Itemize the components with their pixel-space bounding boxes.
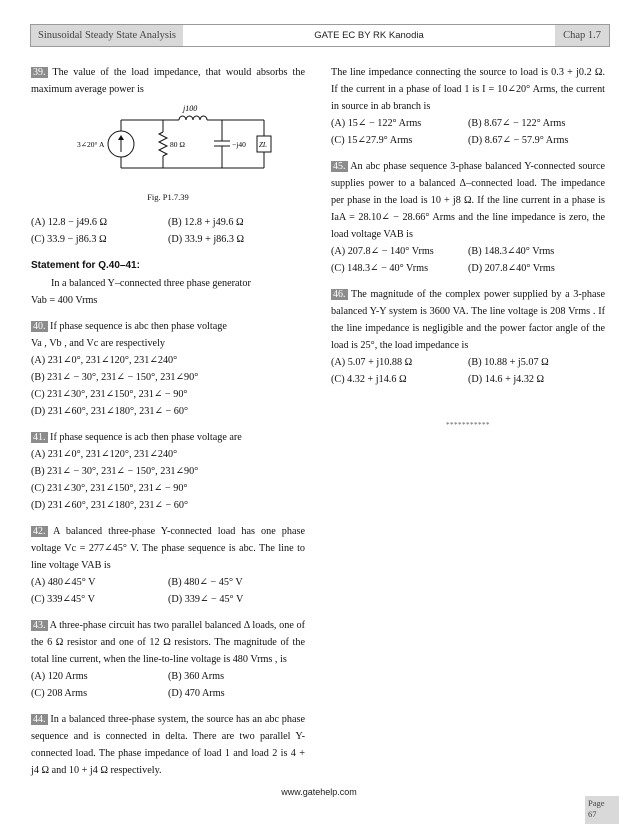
option-a: (A) 207.8∠ − 140° Vrms [331,246,434,257]
inductor-symbol [179,116,207,120]
right-column [331,64,605,429]
question-46: 46. The magnitude of the complex power supplied by a 3-phase balanced Y-Y system is 3600 VA. The line voltage is 208 Vrms . If the line impedance is negligible and the power factor angle of the load is 25°, the load impedance is [331,289,605,351]
option-c: (C) 4.32 + j14.6 Ω [331,374,407,385]
option-c: (C) 33.9 − j86.3 Ω [31,234,107,245]
question-43: 43. A three-phase circuit has two parallel balanced Δ loads, one of the 6 Ω resistor and one of 12 Ω resistors. The magnitude of the total line current, when the line-to-line voltage is 480 Vrms , is [31,620,306,665]
option-c: (C) 231∠30°, 231∠150°, 231∠ − 90° [31,483,188,494]
option-d: (D) 470 Arms [168,688,225,699]
option-c: (C) 231∠30°, 231∠150°, 231∠ − 90° [31,389,188,400]
question-46-options [331,354,605,388]
header-section-title: Sinusoidal Steady State Analysis [31,25,183,46]
question-number: 46. [333,289,346,300]
option-d: (D) 339∠ − 45° V [168,594,244,605]
inductor-label: j100 [183,104,198,113]
option-d: (D) 231∠60°, 231∠180°, 231∠ − 60° [31,406,189,417]
option-d: (D) 14.6 + j4.32 Ω [468,374,545,385]
question-42: 42. A balanced three-phase Y-connected load has one phase voltage Vc = 277∠45° V. The phase sequence is abc. The line to line voltage VAB is [31,526,306,571]
question-39: 39. The value of the load impedance, that would absorbs the maximum average power is [31,67,305,95]
question-42-options [31,574,305,608]
question-number: 43. [33,620,46,631]
statement-title: Statement for Q.40–41: [31,260,140,271]
option-c: (C) 148.3∠ − 40° Vrms [331,263,429,274]
question-number: 41. [33,432,46,443]
option-c: (C) 208 Arms [31,688,88,699]
option-d: (D) 8.67∠ − 57.9° Arms [468,135,569,146]
question-number: 45. [333,161,346,172]
option-b: (B) 12.8 + j49.6 Ω [168,217,244,228]
option-d: (D) 33.9 + j86.3 Ω [168,234,245,245]
source-label: 3∠20° A [77,140,105,149]
question-40-options [31,352,305,420]
header-chapter: Chap 1.7 [555,25,609,46]
resistor-symbol [159,132,167,156]
option-a: (A) 231∠0°, 231∠120°, 231∠240° [31,449,178,460]
resistor-label: 80 Ω [170,140,185,149]
option-b: (B) 10.88 + j5.07 Ω [468,357,549,368]
page-number-box [585,796,619,824]
statement-vab: Vab = 400 Vrms [31,295,98,306]
question-number: 44. [33,714,46,725]
option-c: (C) 15∠27.9° Arms [331,135,413,146]
circuit-figure [31,100,305,188]
question-41-options [31,446,305,514]
question-41: 41. If phase sequence is acb then phase voltage are [33,432,242,443]
question-45-options [331,243,605,277]
question-44-continued: The line impedance connecting the source to load is 0.3 + j0.2 Ω. If the current in a phase of load 1 is I = 10∠20° Arms, the current in source in ab branch is [331,67,605,112]
option-a: (A) 15∠ − 122° Arms [331,118,422,129]
question-number: 40. [33,321,46,332]
page-number: 67 [588,809,597,819]
question-44-options [331,115,605,149]
question-44: 44. In a balanced three-phase system, the source has an abc phase sequence and is connected in delta. There are two parallel Y-connected load. The phase impedance of load 1 and load 2 is 4 + j4 Ω and 10 + j4 Ω respectively. [31,714,305,776]
option-b: (B) 231∠ − 30°, 231∠ − 150°, 231∠90° [31,372,199,383]
option-d: (D) 207.8∠40° Vrms [468,263,555,274]
page-label: Page [588,798,605,808]
option-a: (A) 12.8 − j49.6 Ω [31,217,108,228]
question-45: 45. An abc phase sequence 3-phase balanced Y-connected source supplies power to a balanced Δ–connected load. The impedance per phase in the load is 10 + j8 Ω. If the line current in a phase is IaA = 28.10∠ − 28.66° Arms and the line impedance is zero, the load voltage VAB is [331,161,605,240]
footer-link[interactable]: www.gatehelp.com [281,787,357,797]
left-column [31,64,305,779]
question-39-options [31,214,305,248]
question-number: 42. [33,526,46,537]
question-number: 39. [33,67,46,78]
question-43-options [31,668,305,702]
option-d: (D) 231∠60°, 231∠180°, 231∠ − 60° [31,500,189,511]
option-b: (B) 231∠ − 30°, 231∠ − 150°, 231∠90° [31,466,199,477]
capacitor-label: −j40 [232,140,246,149]
load-label: ZL [259,141,267,149]
page-header [30,24,610,47]
option-a: (A) 480∠45° V [31,577,96,588]
question-40: 40. If phase sequence is abc then phase voltage [33,321,227,332]
option-a: (A) 231∠0°, 231∠120°, 231∠240° [31,355,178,366]
option-b: (B) 148.3∠40° Vrms [468,246,555,257]
option-b: (B) 480∠ − 45° V [168,577,243,588]
option-b: (B) 8.67∠ − 122° Arms [468,118,566,129]
option-a: (A) 5.07 + j10.88 Ω [331,357,413,368]
option-b: (B) 360 Arms [168,671,225,682]
statement-text: In a balanced Y–connected three phase generator [51,278,251,289]
option-c: (C) 339∠45° V [31,594,95,605]
header-book-title: GATE EC BY RK Kanodia [314,30,424,41]
end-separator: *********** [446,421,490,429]
figure-caption: Fig. P1.7.39 [147,192,189,202]
question-40-cont: Va , Vb , and Vc are respectively [31,338,165,349]
option-a: (A) 120 Arms [31,671,88,682]
